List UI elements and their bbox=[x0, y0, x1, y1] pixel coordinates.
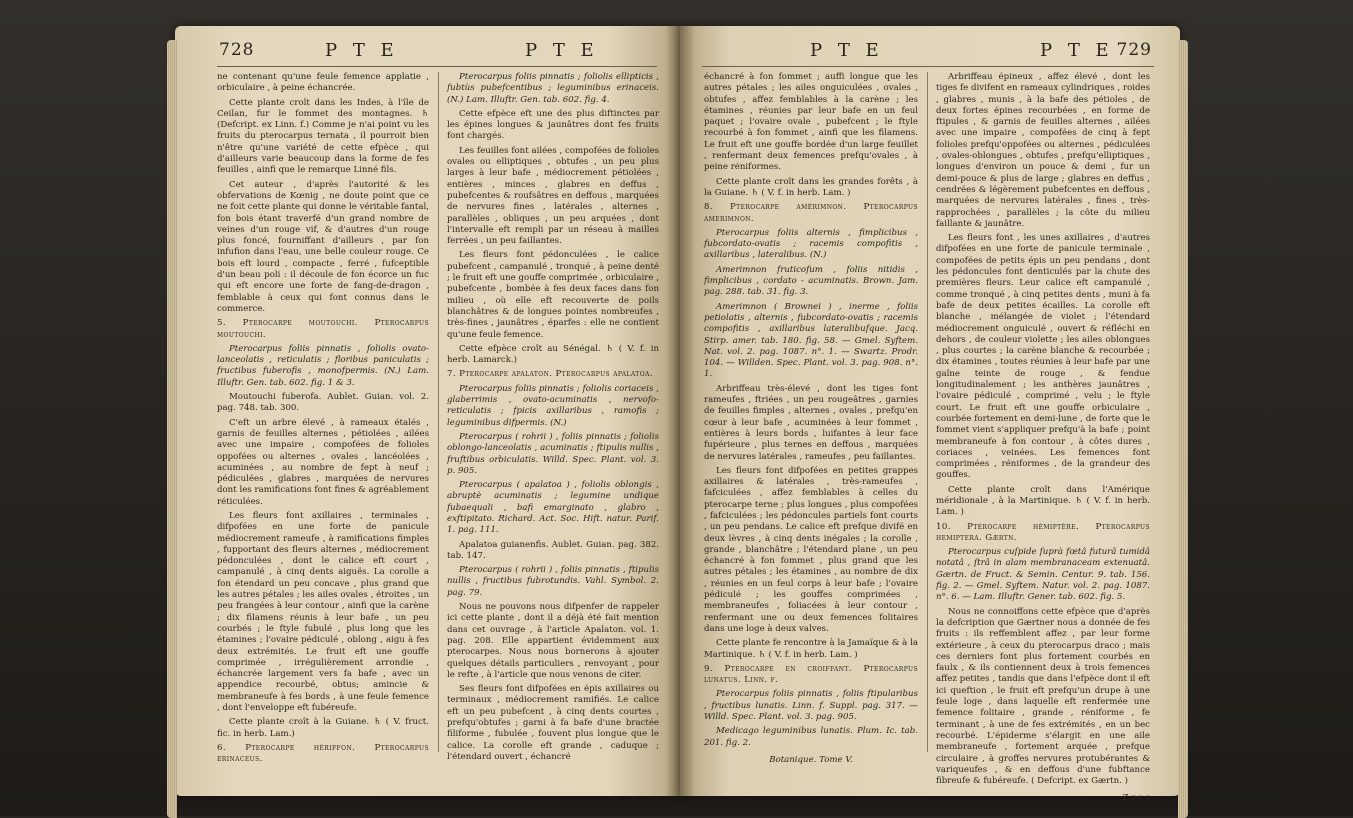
page-edge-left bbox=[167, 40, 177, 818]
right-column-2 bbox=[936, 72, 1150, 805]
left-column-divider bbox=[438, 72, 439, 752]
paragraph: Cette plante fe rencontre à la Jamaïque & à la Martinique. ♄ ( V. f. in herb. Lam. ) bbox=[704, 638, 918, 660]
left-running-head bbox=[175, 40, 680, 64]
paragraph: Cette plante croît dans les Indes, à l'île de Ceilan, fur le fommet des montagnes. ♄ (Defcript. ex Linn. f.) Comme je n'ai point vu les fruits du pterocarpus ternata , il pourroit bien n'être qu'une variété de cette efpèce , qui d'ailleurs varie beaucoup dans la forme de fes feuilles , ainfi que le remarque Linné fils. bbox=[217, 97, 429, 176]
paragraph: Cette efpèce croît au Sénégal. ♄ ( V. f. in herb. Lamarck.) bbox=[447, 343, 659, 366]
paragraph: Pterocarpus foliis pinnatis , foliis ftipularibus , fructibus lunatis. Linn. f. Suppl. pag. 317. — Willd. Spec. Plant. vol. 3. pag. 905. bbox=[704, 689, 918, 723]
paragraph: Cette plante croît dans l'Amérique méridionale , à la Martinique. ♄ ( V. f. in herb. Lam. ) bbox=[936, 484, 1150, 518]
paragraph: Amerimnon ( Brownei ) , inerme , foliis petiolatis , alternis , fubcordato-ovatis ; racemis compofitis , axillaribus lateralibufque. Jacq. Stirp. amer. tab. 180. fig. 58. — Gmel. Syftem. Nat. vol. 2. pag. 1087. n°. 1. — Swartz. Prodr. 104. — Willden. Spec. Plant. vol. 3. pag. 908. n°. 1. bbox=[704, 301, 918, 380]
paragraph: ne contenant qu'une feule femence applatie , orbiculaire , à peine échancrée. bbox=[217, 72, 429, 94]
paragraph: Les fleurs font , les unes axillaires , d'autres difpofées en une forte de panicule terminale , compofées de petits épis un peu pendans , dont les pédoncules font denticulés par la chute des premières fleurs. Leur calice eft campanulé , comme tronqué , à cinq petites dents , muni à fa bafe de deux petites écailles. La corolle eft blanche , mélangée de violet ; l'étendard médiocrement onguiculé , ouvert & réfléchi en dehors , de couleur violette ; les ailes oblongues , plus courtes ; la carène blanche & recourbée ; dix étamines , toutes réunies à leur bafe par une gaîne teinte de rouge , & fendue longitudinalement ; les anthères jaunâtres , l'ovaire pédiculé , comprimé , velu ; le ftyle court. Le fruit eft une gouffe orbiculaire , courbée fortement en demi-lune , de forte que le fommet vient s'appliquer prefqu'à la bafe ; point membraneufe à fon contour , à côtes dures , coriaces , veinées. Les femences font comprimées , réniformes , de la grandeur des gouffes. bbox=[936, 233, 1150, 481]
right-running-head bbox=[680, 40, 1180, 64]
left-head-word-1: P T E bbox=[325, 40, 399, 61]
paragraph: Pterocarpus ( rohrii ) , foliis pinnatis , ftipulis nullis , fructibus fubrotundis. Vahl. Symbol. 2. pag. 79. bbox=[447, 565, 659, 598]
paragraph: Amerimnon fruticofum , foliis nitidis , fimplicibus , cordato - acuminatis. Brown. Jam. pag. 288. tab. 31. fig. 3. bbox=[704, 264, 918, 298]
page-footer-signature: Botanique. Tome V. bbox=[769, 754, 853, 765]
right-head-word-1: P T E bbox=[810, 40, 884, 61]
right-head-word-2: P T E bbox=[1040, 40, 1114, 61]
left-column-2 bbox=[447, 72, 659, 766]
paragraph: Les fleurs font pédonculées , le calice pubefcent , campanulé , tronqué , à peine denté ; le fruit eft une gouffe comprimée , orbiculaire , pubefcente , bombée à fes deux faces dans fon milieu , où elle eft recouverte de poils blanchâtres & de longues pointes nombreufes , très-fines , jaunâtres , éparfes : elle ne contient qu'une feule femence. bbox=[447, 250, 659, 340]
paragraph: Cette efpèce eft une des plus diftinctes par les épines longues & jaunâtres dont fes fruits font chargés. bbox=[447, 108, 659, 142]
paragraph: 9. Pterocarpe en croiffant. Pterocarpus lunatus. Linn. f. bbox=[704, 663, 918, 686]
paragraph: Les feuilles font ailées , compofées de folioles ovales ou elliptiques , obtufes , un peu plus larges à leur bafe , médiocrement pétiolées , entières , minces , glabres en deffus , pubefcentes & roufsâtres en deffous , marquées de nervures fines , latérales , alternes , parallèles , obliques , un peu arquées , dont l'intervalle eft rempli par un réseau à mailles ferrées , un peu faillantes. bbox=[447, 145, 659, 247]
right-page-number: 729 bbox=[1116, 40, 1152, 60]
paragraph: Pterocarpus foliis pinnatis ; foliolis coriaceis , glaberrimis , ovato-acuminatis , nervofo-reticulatis ; fpicis axillaribus , ramofis ; leguminibus difpermis. (N.) bbox=[447, 383, 659, 428]
left-column-1 bbox=[217, 72, 429, 769]
left-page bbox=[175, 26, 680, 796]
paragraph: Cet auteur , d'après l'autorité & les obfervations de Kœnig , ne doute point que ce ne foit cette plante qui donne le véritable fantal, fon bois étant traverfé d'un grand nombre de veines d'un rouge vif, & d'autres d'un rouge plus foncé, fourniffant d'ailleurs , par fon infufion dans l'eau, une belle couleur rouge. Ce bois eft lourd , compacte , ferré , fufceptible d'un beau poli : il découle de fon écorce un fuc qui eft encore une forte de fang-de-dragon , femblable à ceux qui font connus dans le commerce. bbox=[217, 179, 429, 314]
paragraph: Pterocarpus foliis pinnatis , foliolis ovato-lanceolatis , reticulatis ; floribus paniculatis ; fructibus fuberofis , monofpermis. (N.) Lam. Illuftr. Gen. tab. 602. fig. 1 & 3. bbox=[217, 343, 429, 388]
paragraph: 7. Pterocarpe apalaton. Pterocarpus apalatoa. bbox=[447, 369, 653, 380]
paragraph: Pterocarpus ( rohrii ) , foliis pinnatis ; foliolis oblongo-lanceolatis , acuminatis ; ftipulis nullis , fruftibus orbiculatis. Willd. Spec. Plant. vol. 3. p. 905. bbox=[447, 431, 659, 476]
right-page bbox=[680, 26, 1180, 804]
paragraph: Nous ne connoiffons cette efpèce que d'après la defcription que Gærtner nous a donnée de fes fruits : ils reffemblent affez , par leur forme extérieure , à ceux du pterocarpus draco ; mais ces derniers font plus fortement courbés en faulx , & ils contiennent deux à trois femences affez petites , tandis que dans l'efpèce dont il eft ici queftion , le fruit eft prefqu'un drupe à une feule loge , dans laquelle eft renfermée une femence folitaire , grande , réniforme , fe terminant , à une de fes extrémités , en un bec recourbé. L'épiderme s'élargit en une aile membraneufe , fortement arquée , prefque circulaire , à groffes nervures protubérantes & variqueufes , & en deffous d'une fubftance fibreufe & fubéreufe. ( Defcript. ex Gærtn. ) bbox=[936, 606, 1150, 787]
left-head-rule bbox=[217, 66, 657, 67]
right-column-1 bbox=[704, 72, 918, 766]
paragraph: Moutouchi fuberofa. Aublet. Guian. vol. 2. pag. 748. tab. 300. bbox=[217, 392, 429, 414]
paragraph: Medicago leguminibus lunatis. Plum. Ic. tab. 201. fig. 2. bbox=[704, 726, 918, 748]
paragraph: C'eft un arbre élevé , à rameaux étalés , garnis de feuilles alternes , pétiolées , ailées avec une impaire , compofées de folioles oppofées ou alternes , ovales , lancéolées , acuminées , au nombre de fept à neuf ; pédiculées , glabres , marquées de nervures dont les ramifications font fines & agréablement réticulées. bbox=[217, 417, 429, 507]
paragraph: 10. Pterocarpe hémiptère. Pterocarpus hemiptera. Gærtn. bbox=[936, 521, 1150, 543]
paragraph: Les fleurs font difpofées en petites grappes axillaires & latérales , très-rameufes , fafciculées , affez femblables à celles du pterocarpe terne ; plus longues , plus compofées , fafciculées ; les pédoncules partiels font courts , un peu pendans. Le calice eft prefque divifé en deux lèvres , à cinq dents inégales ; la corolle , grande , blanchâtre ; l'étendard plane , un peu échancré à fon fommet , plus grand que les autres pétales ; les étamines , au nombre de dix , réunies en un feul corps à leur bafe ; l'ovaire pédiculé ; les gouffes comprimées , membraneufes , foliacées à leur contour , renfermant une ou deux femences folitaires dans une loge à deux valves. bbox=[704, 465, 918, 634]
page-footer-gathering-mark: Z z z z bbox=[1122, 793, 1150, 804]
paragraph: Pterocarpus foliis alternis , fimplicibus , fubcordato-ovatis ; racemis compofitis , axillaribus , lateralibus. (N.) bbox=[704, 227, 918, 261]
paragraph: échancré à fon fommet ; auffi longue que les autres pétales ; les ailes onguiculées , ovales , obtufes , affez femblables à la carène ; les étamines , réunies par leur bafe en un feul paquet ; l'ovaire ovale , pubefcent ; le ftyle recourbé à fon fommet , ainfi que les filamens. Le fruit eft une gouffe bordée d'un large feuillet , renfermant deux femences prefqu'ovales , à peine réniformes. bbox=[704, 72, 918, 173]
paragraph: 5. Pterocarpe moutouchi. Pterocarpus moutouchi. bbox=[217, 318, 429, 340]
paragraph: Cette plante croît dans les grandes forêts , à la Guiane. ♄ ( V. f. in herb. Lam. ) bbox=[704, 176, 918, 198]
right-head-rule bbox=[702, 66, 1154, 67]
right-column-divider bbox=[927, 72, 928, 752]
paragraph: Les fleurs font axillaires , terminales , difpofées en une forte de panicule médiocrement rameufe , à ramifications fimples , fupportant des fleurs alternes , médiocrement pédonculées , dont le calice eft court , campanulé , à cinq dents aiguës. La corolle a fon étendard un peu concave , plus grand que les autres pétales ; les ailes ovales , étroites , un peu frangées à leur contour , ainfi que la carène ; dix filamens réunis à leur bafe , un peu courbés ; le ftyle fubulé , plus long que les étamines ; l'ovaire pédiculé , oblong , aigu à fes deux extrémités. Le fruit eft une gouffe comprimée , irrégulièrement arrondie , échancrée largement vers fa bafe , avec un appendice recourbé, obtus; amincie & membraneufe à fes bords , à une feule femence , dont l'enveloppe eft fubéreufe. bbox=[217, 510, 429, 714]
paragraph: 8. Pterocarpe amérimnon. Pterocarpus amerimnon. bbox=[704, 202, 918, 224]
paragraph: 6. Pterocarpe hériffon. Pterocarpus erinaceus. bbox=[217, 742, 429, 765]
open-book bbox=[175, 8, 1180, 808]
left-page-number: 728 bbox=[219, 40, 255, 60]
paragraph: Arbriffeau très-élevé , dont les tiges font rameufes , ftriées , un peu rougeâtres , garnies de feuilles fimples , alternes , ovales , prefqu'en cœur à leur bafe , acuminées à leur fommet , entières à leurs bords , luifantes à leur face fupérieure , plus ternes en deffous , marquées de nervures latérales , rameufes , peu faillantes. bbox=[704, 383, 918, 462]
paragraph: Pterocarpus foliis pinnatis ; foliolis ellipticis , fubtùs pubefcentibus ; leguminibus erinaceis. (N.) Lam. Illuftr. Gen. tab. 602. fig. 4. bbox=[447, 72, 659, 105]
paragraph: Nous ne pouvons nous difpenfer de rappeler ici cette plante , dont il a déjà été fait mention dans cet ouvrage , à l'article Apalaton. vol. 1. pag. 208. Elle appartient évidemment aux pterocarpes. Nous nous bornerons à ajouter quelques détails particuliers , renvoyant , pour le refte , à l'article que nous venons de citer. bbox=[447, 602, 659, 680]
paragraph: Pterocarpus cuſpide ſuprà fœtâ futurâ tumidâ notatâ , ſtrâ in alam membranaceam extenuatâ. Gærtn. de Fruct. & Semin. Centur. 9. tab. 156. fig. 2. — Gmel. Syftem. Natur. vol. 2. pag. 1087. n°. 6. — Lam. Illuftr. Gener. tab. 602. fig. 5. bbox=[936, 547, 1150, 603]
paragraph: Arbriffeau épineux , affez élevé , dont les tiges fe divifent en rameaux cylindriques , roides , glabres , munis , à la bafe des pétioles , de deux fortes épines recourbées , en forme de ftipules , & garnis de feuilles alternes , ailées avec une impaire , compofées de cinq à fept folioles prefqu'oppofées ou alternes , pédiculées , ovales-oblongues , obtufes , prefqu'elliptiques , longues d'environ un pouce & demi , fur un demi-pouce & plus de large ; glabres en deffus , cendrées & légèrement pubefcentes en deffous , marquées de nervures latérales , fines , très-rapprochées , parallèles ; la côte du milieu faillante & jaunâtre. bbox=[936, 72, 1150, 229]
paragraph: Cette plante croît à la Guiane. ♄ ( V. fruct. fic. in herb. Lam.) bbox=[217, 717, 429, 739]
paragraph: Pterocarpus ( apalatoa ) , foliolis oblongis , abruptè acuminatis ; legumine undique fubaequali , bafi emarginato , glabro , exftipitato. Richard. Act. Soc. Hift. natur. Parif. 1. pag. 111. bbox=[447, 480, 659, 536]
left-head-word-2: P T E bbox=[525, 40, 599, 61]
page-edge-right bbox=[1178, 40, 1188, 818]
paragraph: Ses fleurs font difpofées en épis axillaires ou terminaux , médiocrement ramifiés. Le calice eft un peu pubefcent , à cinq dents courtes , prefqu'obtufes ; garni à fa bafe d'une bractée filiforme , fubulée , fouvent plus longue que le calice. La corolle eft grande , caduque ; l'étendard ouvert , échancré bbox=[447, 684, 659, 762]
paragraph: Apalatoa guianenfis. Aublet. Guian. pag. 382. tab. 147. bbox=[447, 539, 659, 561]
